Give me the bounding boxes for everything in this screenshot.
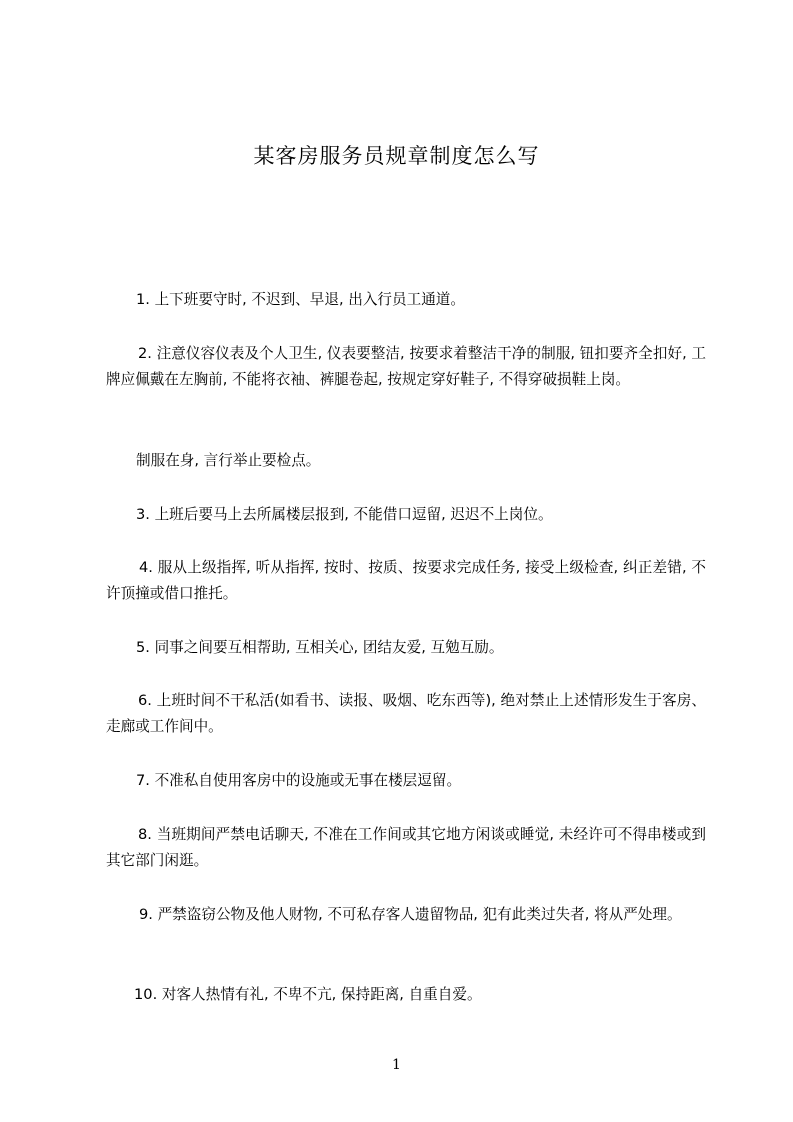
paragraph-text: 5. 同事之间要互相帮助, 互相关心, 团结友爱, 互勉互励。 [136, 639, 504, 656]
paragraph-4 [106, 555, 706, 607]
paragraph-3 [106, 502, 706, 528]
paragraph-text: 4. 服从上级指挥, 听从指挥, 按时、按质、按要求完成任务, 接受上级检查, 纠正差错, 不许顶撞或借口推托。 [106, 559, 706, 602]
page-number: 1 [392, 1057, 401, 1073]
paragraph-text: 2. 注意仪容仪表及个人卫生, 仪表要整洁, 按要求着整洁干净的制服, 钮扣要齐全扣好, 工牌应佩戴在左胸前, 不能将衣袖、裤腿卷起, 按规定穿好鞋子, 不得穿破损鞋上岗。 [106, 345, 706, 388]
paragraph-10 [106, 982, 706, 1008]
paragraph-text: 制服在身, 言行举止要检点。 [136, 452, 321, 469]
paragraph-5 [106, 635, 706, 661]
paragraph-1 [106, 287, 706, 313]
paragraph-2 [106, 341, 706, 393]
paragraph-text: 10. 对客人热情有礼, 不卑不亢, 保持距离, 自重自爱。 [134, 986, 482, 1003]
paragraph-2-continued [106, 448, 706, 474]
paragraph-text: 7. 不准私自使用客房中的设施或无事在楼层逗留。 [136, 772, 462, 789]
paragraph-text: 3. 上班后要马上去所属楼层报到, 不能借口逗留, 迟迟不上岗位。 [136, 506, 553, 523]
paragraph-8 [106, 822, 706, 874]
paragraph-6 [106, 688, 706, 740]
paragraph-text: 8. 当班期间严禁电话聊天, 不准在工作间或其它地方闲谈或睡觉, 未经许可不得串楼或到其它部门闲逛。 [106, 826, 706, 869]
paragraph-text: 6. 上班时间不干私活(如看书、读报、吸烟、吃东西等), 绝对禁止上述情形发生于客房、走廊或工作间中。 [106, 692, 706, 735]
paragraph-text: 9. 严禁盗窃公物及他人财物, 不可私存客人遗留物品, 犯有此类过失者, 将从严处理。 [139, 906, 682, 923]
paragraph-7 [106, 768, 706, 794]
paragraph-text: 1. 上下班要守时, 不迟到、早退, 出入行员工通道。 [136, 291, 465, 308]
page-title: 某客房服务员规章制度怎么写 [253, 144, 540, 168]
paragraph-9 [106, 902, 706, 928]
